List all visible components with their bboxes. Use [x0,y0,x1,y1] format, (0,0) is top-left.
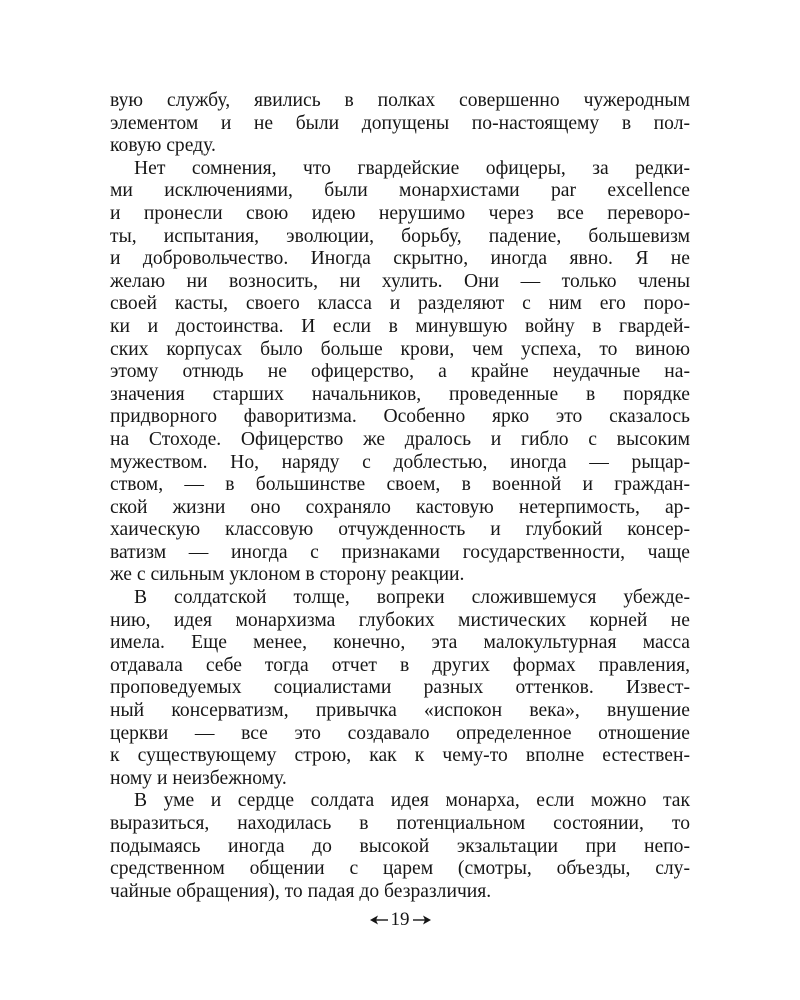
text-line: Нет сомнения, что гвардейские офицеры, за редки- [134,157,690,179]
text-line: В солдатской толще, вопреки сложившемуся убежде- [134,587,690,609]
text-line: к существующему строю, как к чему-то вполне естествен- [110,745,690,767]
text-line: проповедуемых социалистами разных оттенков. Извест- [110,677,690,699]
text-line: желаю ни возносить, ни хулить. Они — только члены [110,270,690,292]
paragraph [110,587,690,790]
text-line: отдавала себе тогда отчет в других формах правления, [110,654,690,676]
text-line: ватизм — иногда с признаками государственности, чаще [110,541,690,563]
text-line: придворного фаворитизма. Особенно ярко это сказалось [110,406,690,428]
text-line: своей касты, своего класса и разделяют с ним его поро- [110,293,690,315]
text-line: значения старших начальников, проведенные в порядке [110,383,690,405]
text-line: этому отнюдь не офицерство, а крайне неудачные на- [110,361,690,383]
text-line: ки и достоинства. И если в минувшую войну в гвардей- [110,315,690,337]
paragraph [110,790,690,903]
text-line: мужеством. Но, наряду с доблестью, иногда — рыцар- [110,451,690,473]
paragraph [110,158,690,587]
text-line: ской жизни оно сохраняло кастовую нетерпимость, ар- [110,496,690,518]
text-line: ством, — в большинстве своем, в военной и граждан- [110,474,690,496]
text-line: подымаясь иногда до высокой экзальтации при непо- [110,835,690,857]
text-line: на Стоходе. Офицерство же дралось и гибло с высоким [110,428,690,450]
text-line: ты, испытания, эволюции, борьбу, падение, большевизм [110,225,690,247]
text-line: ми исключениями, были монархистами par excellence [110,180,690,202]
text-line: же с сильным уклоном в сторону реакции. [110,564,465,586]
text-line: ному и неизбежному. [110,767,287,789]
page-footer [0,908,800,931]
text-line: хаическую классовую отчужденность и глубокий консер- [110,519,690,541]
text-line: элементом и не были допущены по-настоящему в пол- [110,112,690,134]
page-number: 19 [390,908,410,930]
right-arrow-ornament-icon [412,914,432,926]
left-arrow-ornament-icon [369,914,389,926]
body-text [110,90,690,903]
text-line: ный консерватизм, привычка «испокон века», внушение [110,700,690,722]
text-line: церкви — все это создавало определенное отношение [110,722,690,744]
text-line: вую службу, явились в полках совершенно чужеродным [110,90,690,111]
text-line: В уме и сердце солдата идея монарха, если можно так [134,790,690,812]
text-line: средственном общении с царем (смотры, объезды, слу- [110,858,690,880]
text-line: нию, идея монархизма глубоких мистических корней не [110,609,690,631]
text-line: чайные обращения), то падая до безразличия. [110,880,492,902]
text-line: имела. Еще менее, конечно, эта малокультурная масса [110,632,690,654]
text-line: и добровольчество. Иногда скрытно, иногда явно. Я не [110,248,690,270]
text-line: ковую среду. [110,135,216,157]
paragraph [110,90,690,158]
text-line: ских корпусах было больше крови, чем успеха, то виною [110,338,690,360]
text-line: выразиться, находилась в потенциальном состоянии, то [110,813,690,834]
text-line: и пронесли свою идею нерушимо через все переворо- [110,202,690,224]
